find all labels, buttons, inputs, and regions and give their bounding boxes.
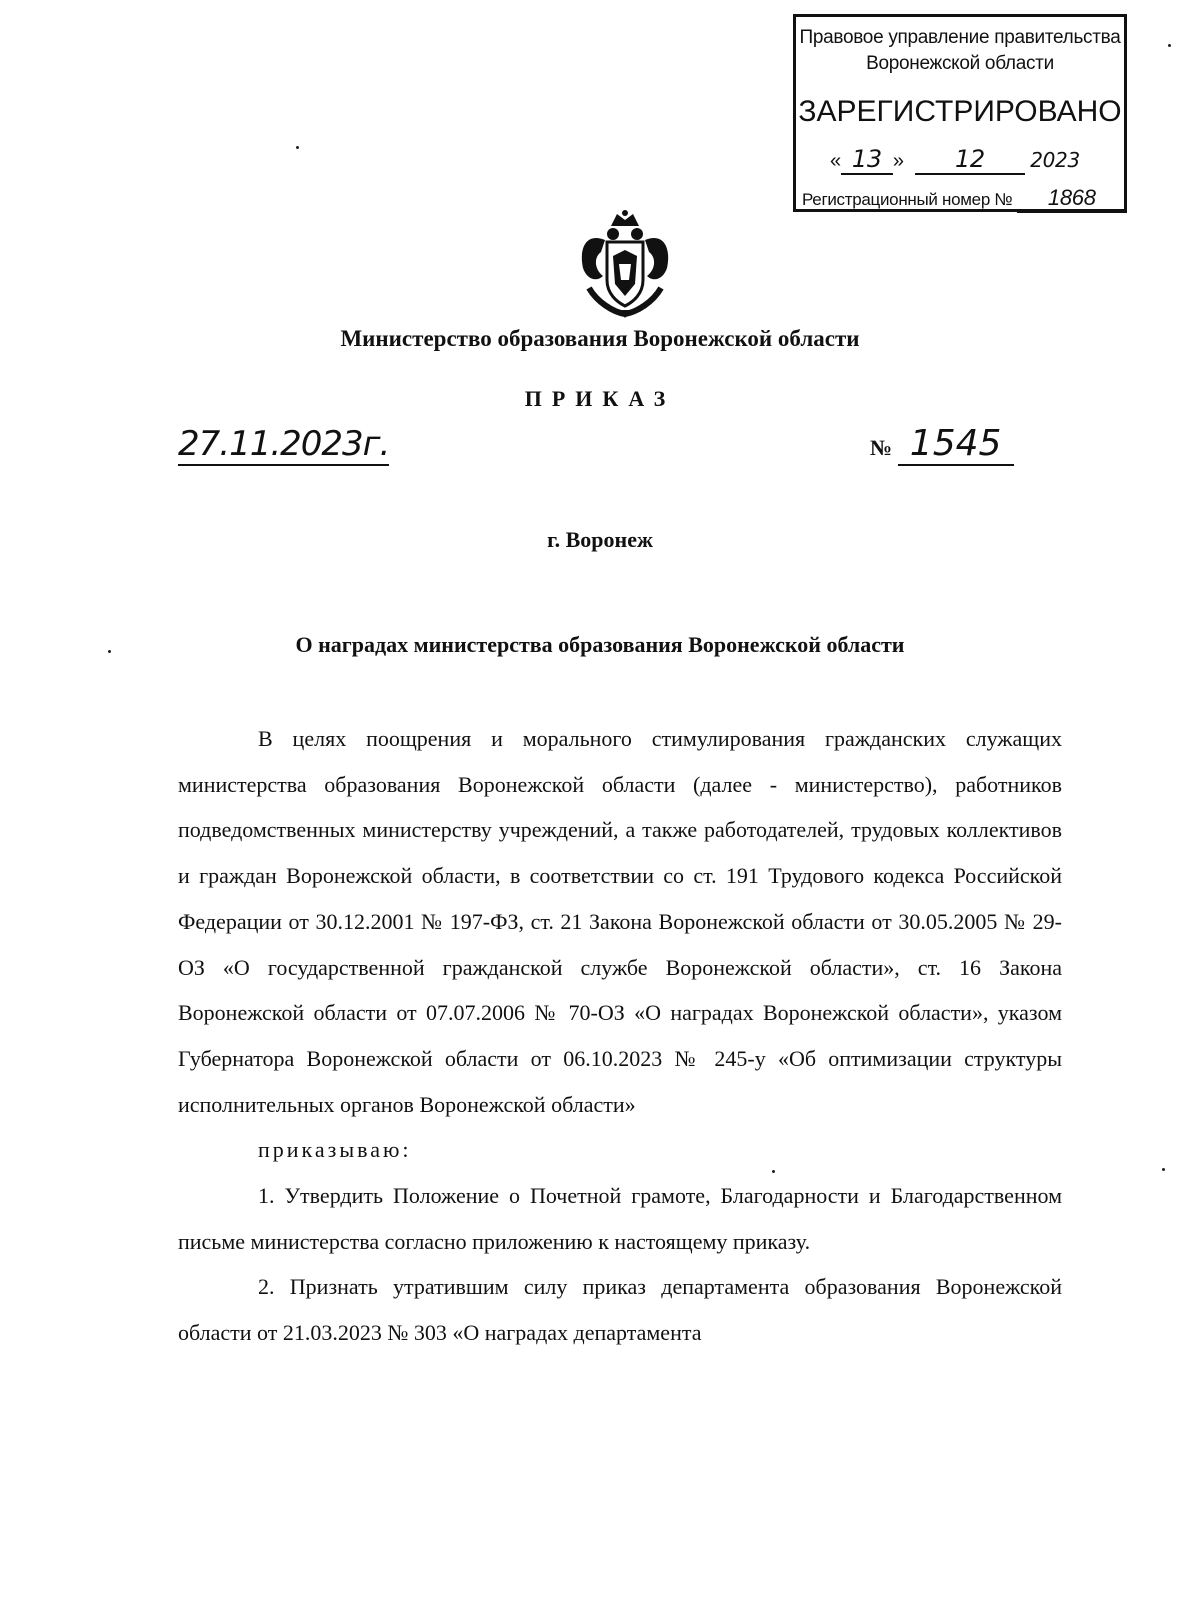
stamp-reg-number-label: Регистрационный номер № (802, 190, 1013, 209)
stamp-date-close-quote: » (892, 150, 904, 172)
scan-speck (1162, 1168, 1165, 1171)
document-title: О наградах министерства образования Воронежской области (295, 632, 905, 657)
scan-speck (108, 650, 111, 653)
ministry-name: Министерство образования Воронежской области (340, 326, 860, 351)
stamp-registered: ЗАРЕГИСТРИРОВАНО (798, 95, 1122, 128)
stamp-date-day: 13 (841, 145, 893, 175)
order-item-2: 2. Признать утратившим силу приказ департамента образования Воронежской области от 21.03.2023 № 303 «О наградах департамента (178, 1274, 1062, 1346)
preamble-paragraph: В целях поощрения и морального стимулирования гражданских служащих министерства образования Воронежской области (далее - министерство), работников подведомственных министерству учреждений, а также работодателей, трудовых коллективов и граждан Воронежской области, в соответствии со ст. 191 Трудового кодекса Российской Федерации от 30.12.2001 № 197-ФЗ, ст. 21 Закона Воронежской области от 30.05.2005 № 29-ОЗ «О государственной гражданской службе Воронежской области», ст. 16 Закона Воронежской области от 07.07.2006 № 70-ОЗ «О наградах Воронежской области», указом Губернатора Воронежской области от 06.10.2023 № 245-у «Об оптимизации структуры исполнительных органов Воронежской области» (178, 726, 1062, 1117)
stamp-authority-line1: Правовое управление правительства (799, 27, 1121, 48)
order-number (870, 424, 1014, 466)
stamp-date-year: 2023 (1030, 148, 1080, 172)
order-word: приказываю: (258, 1137, 412, 1163)
registration-stamp (793, 14, 1127, 212)
stamp-date (830, 145, 1080, 175)
order-item-1: 1. Утвердить Положение о Почетной грамоте, Благодарности и Благодарственном письме министерства согласно приложению к настоящему приказу. (178, 1183, 1062, 1254)
scan-speck (772, 1170, 775, 1173)
order-number-label: № (870, 435, 893, 460)
stamp-authority-line2: Воронежской области (866, 53, 1054, 74)
document-body (178, 716, 1062, 1356)
scan-speck (1168, 44, 1171, 47)
coat-of-arms-icon (575, 210, 675, 320)
stamp-reg-number: 1868 (1017, 185, 1127, 213)
stamp-date-month: 12 (915, 145, 1025, 175)
city: г. Воронеж (547, 527, 653, 552)
scan-speck (296, 146, 299, 149)
stamp-date-open-quote: « (830, 150, 841, 172)
order-date: 27.11.2023г. (178, 424, 390, 464)
stamp-reg-number-row (802, 185, 1127, 213)
document-type: ПРИКАЗ (524, 386, 676, 411)
order-number-value: 1545 (898, 424, 1014, 466)
